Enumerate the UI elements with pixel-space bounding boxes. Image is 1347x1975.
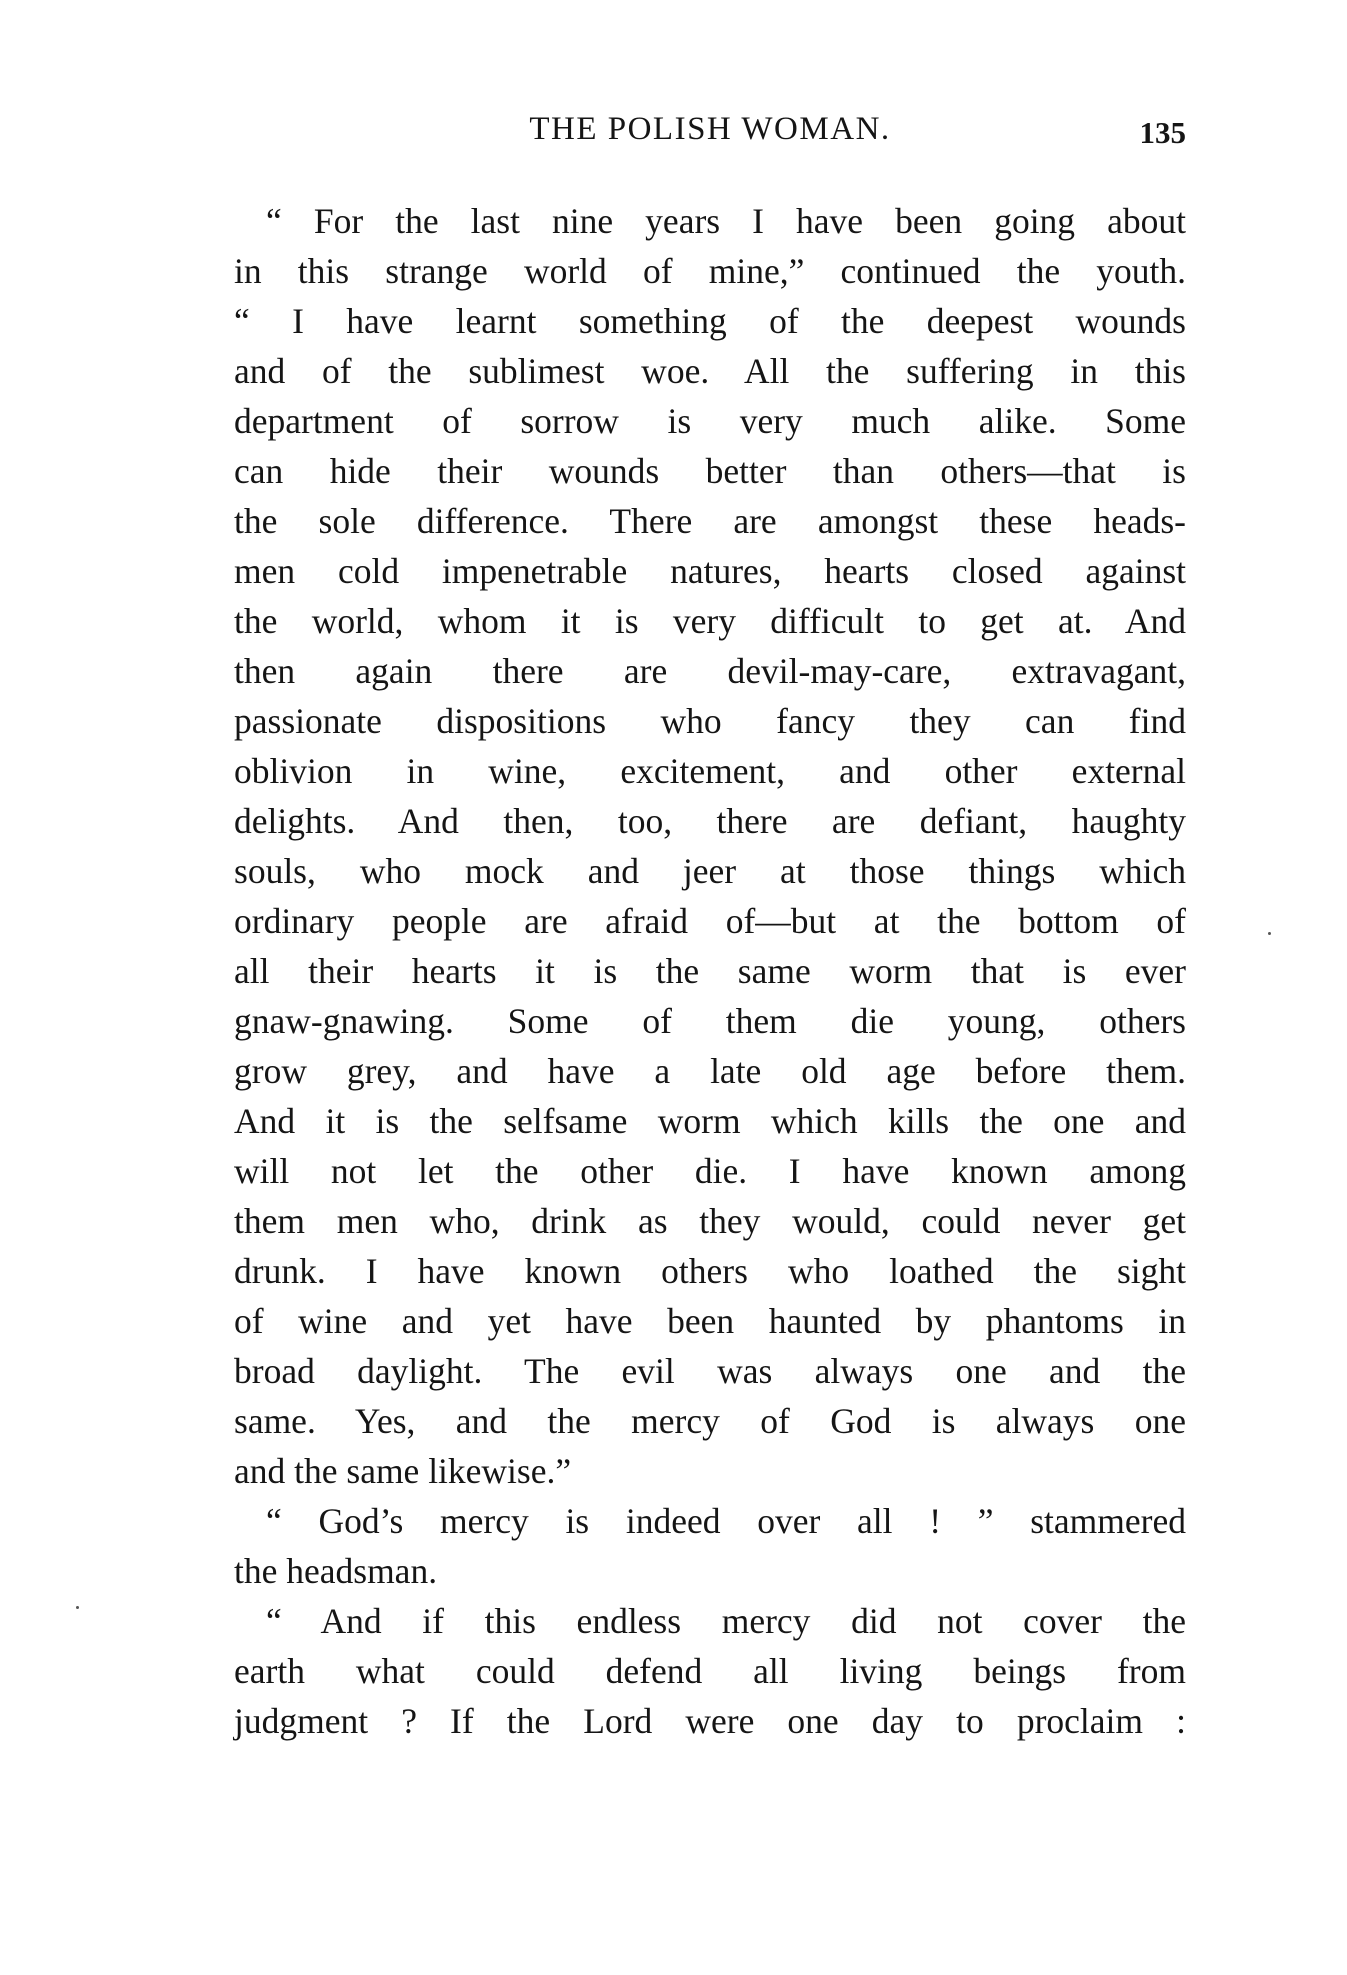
text-line: grow grey, and have a late old age before them. bbox=[234, 1051, 1186, 1091]
text-line: souls, who mock and jeer at those things which bbox=[234, 851, 1186, 891]
text-line: earth what could defend all living beings from bbox=[234, 1651, 1186, 1691]
text-line: the headsman. bbox=[234, 1551, 438, 1591]
running-head bbox=[234, 104, 1186, 154]
text-line: will not let the other die. I have known among bbox=[234, 1151, 1186, 1191]
body-text bbox=[234, 196, 1186, 1746]
text-line: “ God’s mercy is indeed over all ! ” stammered bbox=[266, 1501, 1186, 1541]
text-line: the sole difference. There are amongst these heads- bbox=[234, 501, 1186, 541]
running-title: THE POLISH WOMAN. bbox=[529, 111, 891, 147]
text-line: drunk. I have known others who loathed the sight bbox=[234, 1251, 1186, 1291]
text-line: same. Yes, and the mercy of God is always one bbox=[234, 1401, 1186, 1441]
text-line: can hide their wounds better than others—that is bbox=[234, 451, 1186, 491]
text-line: And it is the selfsame worm which kills the one and bbox=[234, 1101, 1186, 1141]
text-line: oblivion in wine, excitement, and other external bbox=[234, 751, 1186, 791]
text-line: “ For the last nine years I have been going about bbox=[266, 201, 1186, 241]
text-line: ordinary people are afraid of—but at the bottom of bbox=[234, 901, 1186, 941]
text-line: “ I have learnt something of the deepest wounds bbox=[234, 301, 1186, 341]
text-line: gnaw-gnawing. Some of them die young, others bbox=[234, 1001, 1186, 1041]
text-line: broad daylight. The evil was always one and the bbox=[234, 1351, 1186, 1391]
text-line: men cold impenetrable natures, hearts closed against bbox=[234, 551, 1186, 591]
text-line: of wine and yet have been haunted by phantoms in bbox=[234, 1301, 1186, 1341]
text-line: passionate dispositions who fancy they can find bbox=[234, 701, 1186, 741]
paper-speck bbox=[76, 1606, 79, 1609]
text-line: department of sorrow is very much alike. Some bbox=[234, 401, 1186, 441]
text-line: the world, whom it is very difficult to get at. And bbox=[234, 601, 1186, 641]
text-line: delights. And then, too, there are defiant, haughty bbox=[234, 801, 1186, 841]
text-line: in this strange world of mine,” continued the youth. bbox=[234, 251, 1186, 291]
text-line: judgment ? If the Lord were one day to proclaim : bbox=[234, 1701, 1186, 1741]
text-line: and the same likewise.” bbox=[234, 1451, 572, 1491]
text-line: all their hearts it is the same worm that is ever bbox=[234, 951, 1186, 991]
text-line: them men who, drink as they would, could never get bbox=[234, 1201, 1186, 1241]
text-line: “ And if this endless mercy did not cover the bbox=[266, 1601, 1186, 1641]
text-line: and of the sublimest woe. All the suffering in this bbox=[234, 351, 1186, 391]
text-line: then again there are devil-may-care, extravagant, bbox=[234, 651, 1186, 691]
page-number: 135 bbox=[1139, 115, 1186, 150]
paper-speck bbox=[1268, 932, 1271, 935]
